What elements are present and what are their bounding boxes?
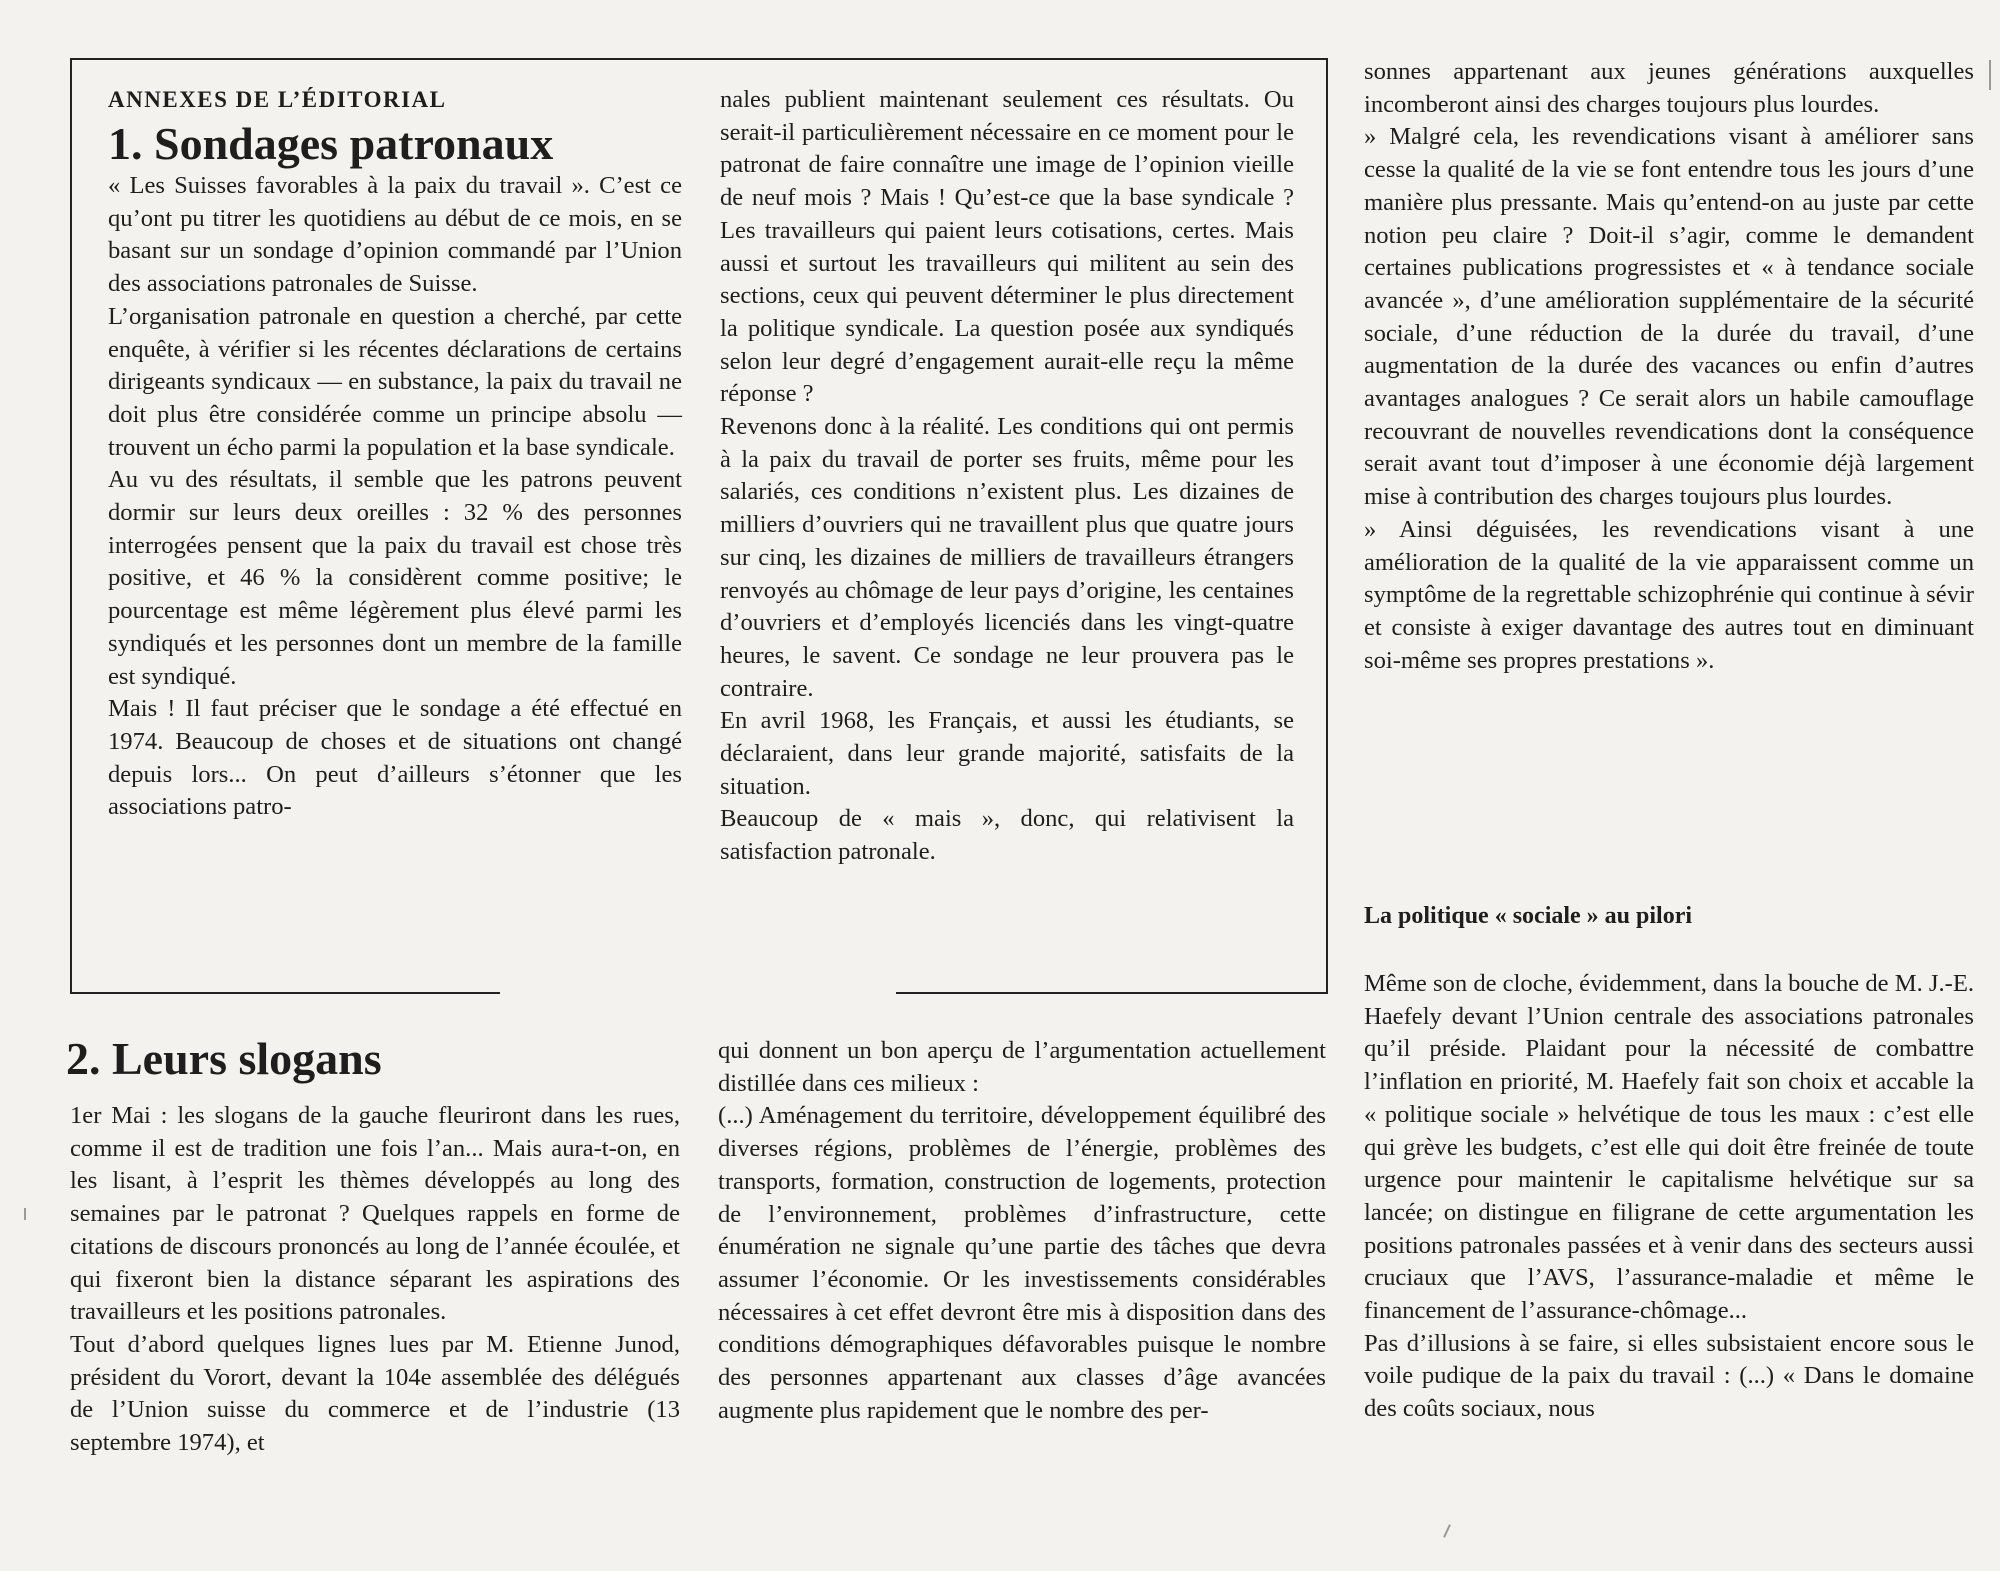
- paragraph: En avril 1968, les Français, et aussi les étudiants, se déclaraient, dans leur grande majorité, satisfaits de la situation.: [720, 707, 1294, 800]
- scan-speck: [24, 1208, 26, 1220]
- section1-title: 1. Sondages patronaux: [108, 118, 554, 169]
- paragraph: (...) Aménagement du territoire, développement équilibré des diverses régions, problèmes de l’énergie, problèmes des transports, formation, construction de logements, protection de l’environnement, problèmes d’infrastructure, cette énumération ne signale qu’une partie des tâches que devra assumer l’économie. Or les investissements considérables nécessaires à cet effet devront être mis à disposition dans des conditions démographiques défavorables puisque le nombre des personnes appartenant aux classes d’âge avancées augmente plus rapidement que le nombre des per-: [718, 1102, 1326, 1424]
- paragraph: qui donnent un bon aperçu de l’argumentation actuellement distillée dans ces milieux :: [718, 1037, 1326, 1097]
- paragraph: Beaucoup de « mais », donc, qui relativisent la satisfaction patronale.: [720, 805, 1294, 866]
- paragraph: Mais ! Il faut préciser que le sondage a été effectué en 1974. Beaucoup de choses et de situations ont changé depuis lors... On peut d’ailleurs s’étonner que les associations patro-: [108, 695, 682, 821]
- scan-speck: [1443, 1524, 1451, 1538]
- subheading: La politique « sociale » au pilori: [1364, 903, 1693, 929]
- section2-column-1: [70, 1100, 680, 1460]
- right-column-top: [1364, 56, 1974, 677]
- paragraph: L’organisation patronale en question a cherché, par cette enquête, à vérifier si les récentes déclarations de certains dirigeants syndicaux — en substance, la paix du travail ne doit plus être considérée comme un principe absolu — trouvent un écho parmi la population et la base syndicale.: [108, 302, 682, 461]
- paragraph: 1er Mai : les slogans de la gauche fleuriront dans les rues, comme il est de tradition une fois l’an... Mais aura-t-on, en les lisant, à l’esprit les thèmes développés au long des semaines par le patronat ? Quelques rappels en forme de citations de discours prononcés au long de l’année écoulée, et qui fixeront bien la distance séparant les aspirations des travailleurs et les positions patronales.: [70, 1102, 680, 1326]
- paragraph: Au vu des résultats, il semble que les patrons peuvent dormir sur leurs deux oreilles : 32 % des personnes interrogées pensent que la paix du travail est chose très positive, et 46 % la considèrent comme positive; le pourcentage est même légèrement plus élevé parmi les syndiqués et les personnes dont un membre de la famille est syndiqué.: [108, 466, 682, 690]
- paragraph: nales publient maintenant seulement ces résultats. Ou serait-il particulièrement nécessaire en ce moment pour le patronat de faire connaître une image de l’opinion vieille de neuf mois ? Mais ! Qu’est-ce que la base syndicale ? Les travailleurs qui paient leurs cotisations, certes. Mais aussi et surtout les travailleurs qui militent au sein des sections, ceux qui peuvent déterminer le plus directement la politique syndicale. La question posée aux syndiqués selon leur degré d’engagement aurait-elle reçu la même réponse ?: [720, 86, 1294, 408]
- section1-column-1: [108, 82, 682, 824]
- paragraph: Même son de cloche, évidemment, dans la bouche de M. J.-E. Haefely devant l’Union centrale des associations patronales qu’il préside. Plaidant pour la nécessité de combattre l’inflation en priorité, M. Haefely fait son choix et accable la « politique sociale » helvétique de tous les maux : c’est elle qui grève les budgets, c’est elle qui doit être freinée de toute urgence pour maintenir le capitalisme helvétique sur sa lancée; on distingue en filigrane de cette argumentation les positions patronales passées et à venir dans des secteurs aussi cruciaux que l’AVS, l’assurance-maladie et même le financement de l’assurance-chômage...: [1364, 970, 1974, 1325]
- section2-column-2: [718, 1035, 1326, 1427]
- paragraph: sonnes appartenant aux jeunes générations auxquelles incomberont ainsi des charges toujours plus lourdes.: [1364, 58, 1974, 118]
- box-border-gap: [500, 990, 896, 996]
- paragraph: Tout d’abord quelques lignes lues par M. Etienne Junod, président du Vorort, devant la 104e assemblée des délégués de l’Union suisse du commerce et de l’industrie (13 septembre 1974), et: [70, 1330, 680, 1457]
- right-column-bottom: [1364, 968, 1974, 1426]
- scan-speck: [1989, 60, 1991, 90]
- section1-column-2: [720, 84, 1294, 869]
- paragraph: « Les Suisses favorables à la paix du travail ». C’est ce qu’ont pu titrer les quotidiens au début de ce mois, en se basant sur un sondage d’opinion commandé par l’Union des associations patronales de Suisse.: [108, 172, 682, 298]
- paragraph: » Malgré cela, les revendications visant à améliorer sans cesse la qualité de la vie se font entendre tous les jours d’une manière plus pressante. Mais qu’entend-on au juste par cette notion peu claire ? Doit-il s’agir, comme le demandent certaines publications progressistes et « à tendance sociale avancée », d’une amélioration supplémentaire de la sécurité sociale, d’une réduction de la durée du travail, d’une augmentation de la durée des vacances ou enfin d’autres avantages analogues ? Ce serait alors un habile camouflage recouvrant de nouvelles revendications dont la conséquence serait avant tout d’imposer à une économie déjà largement mise à contribution des charges toujours plus lourdes.: [1364, 123, 1974, 511]
- section2-title: 2. Leurs slogans: [66, 1033, 382, 1084]
- paragraph: Revenons donc à la réalité. Les conditions qui ont permis à la paix du travail de porter ses fruits, même pour les salariés, ces conditions n’existent plus. Les dizaines de milliers d’ouvriers qui ne travaillent plus que quatre jours sur cinq, les dizaines de milliers de travailleurs étrangers renvoyés au chômage de leur pays d’origine, les centaines d’ouvriers et d’employés licenciés dans les vingt-quatre heures, le savent. Ce sondage ne leur prouvera pas le contraire.: [720, 413, 1294, 702]
- paragraph: » Ainsi déguisées, les revendications visant à une amélioration de la qualité de la vie apparaissent comme un symptôme de la regrettable schizophrénie qui continue à sévir et consiste à exiger davantage des autres tout en diminuant soi-même ses propres prestations ».: [1364, 515, 1974, 674]
- paragraph: Pas d’illusions à se faire, si elles subsistaient encore sous le voile pudique de la paix du travail : (...) « Dans le domaine des coûts sociaux, nous: [1364, 1329, 1974, 1423]
- annex-kicker: ANNEXES DE L’ÉDITORIAL: [108, 87, 447, 112]
